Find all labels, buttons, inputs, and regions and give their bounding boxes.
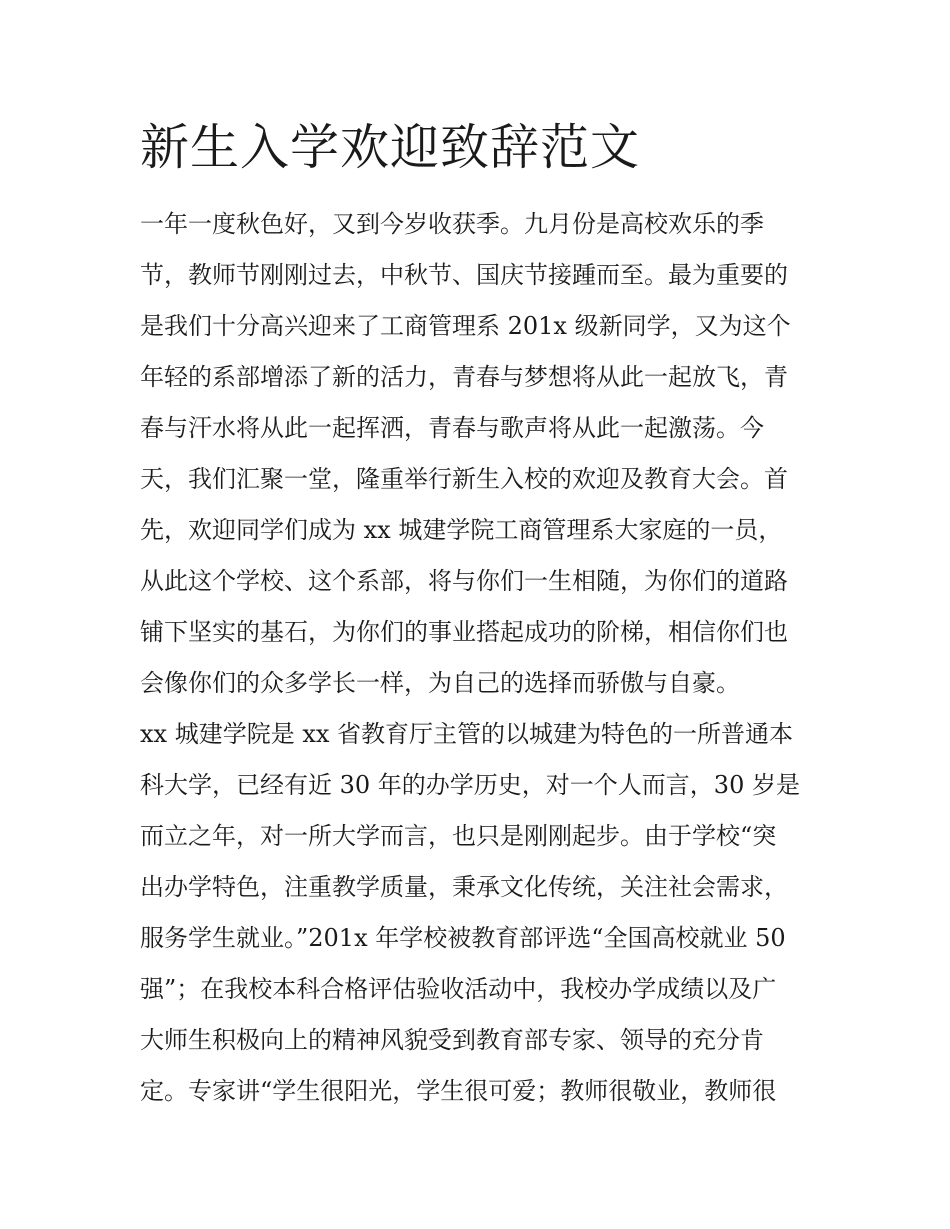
body-line: 节，教师节刚刚过去，中秋节、国庆节接踵而至。最为重要的 xyxy=(140,261,788,289)
document-body xyxy=(140,199,820,1117)
body-line: 大师生积极向上的精神风貌受到教育部专家、领导的充分肯 xyxy=(140,1026,764,1054)
body-line: xx 城建学院是 xx 省教育厅主管的以城建为特色的一所普通本 xyxy=(140,720,794,748)
body-line: 出办学特色，注重教学质量，秉承文化传统，关注社会需求， xyxy=(140,873,788,901)
body-line: 定。专家讲“学生很阳光，学生很可爱；教师很敬业，教师很 xyxy=(140,1077,777,1105)
body-line: 先，欢迎同学们成为 xx 城建学院工商管理系大家庭的一员， xyxy=(140,516,783,544)
body-line: 铺下坚实的基石，为你们的事业搭起成功的阶梯，相信你们也 xyxy=(140,618,788,646)
body-line: 年轻的系部增添了新的活力，青春与梦想将从此一起放飞，青 xyxy=(140,363,788,391)
body-line: 而立之年，对一所大学而言，也只是刚刚起步。由于学校“突 xyxy=(140,822,777,850)
body-line: 春与汗水将从此一起挥洒，青春与歌声将从此一起激荡。今 xyxy=(140,414,764,442)
body-line: 会像你们的众多学长一样，为自己的选择而骄傲与自豪。 xyxy=(140,669,740,697)
body-line: 科大学，已经有近 30 年的办学历史，对一个人而言，30 岁是 xyxy=(140,771,800,799)
body-line: 一年一度秋色好，又到今岁收获季。九月份是高校欢乐的季 xyxy=(140,210,764,238)
body-line: 从此这个学校、这个系部，将与你们一生相随，为你们的道路 xyxy=(140,567,788,595)
body-line: 服务学生就业。”201x 年学校被教育部评选“全国高校就业 50 xyxy=(140,924,786,952)
body-line: 天，我们汇聚一堂，隆重举行新生入校的欢迎及教育大会。首 xyxy=(140,465,788,493)
body-line: 是我们十分高兴迎来了工商管理系 201x 级新同学，又为这个 xyxy=(140,312,791,340)
body-line: 强”；在我校本科合格评估验收活动中，我校办学成绩以及广 xyxy=(140,975,777,1003)
document-title: 新生入学欢迎致辞范文 xyxy=(140,119,641,176)
